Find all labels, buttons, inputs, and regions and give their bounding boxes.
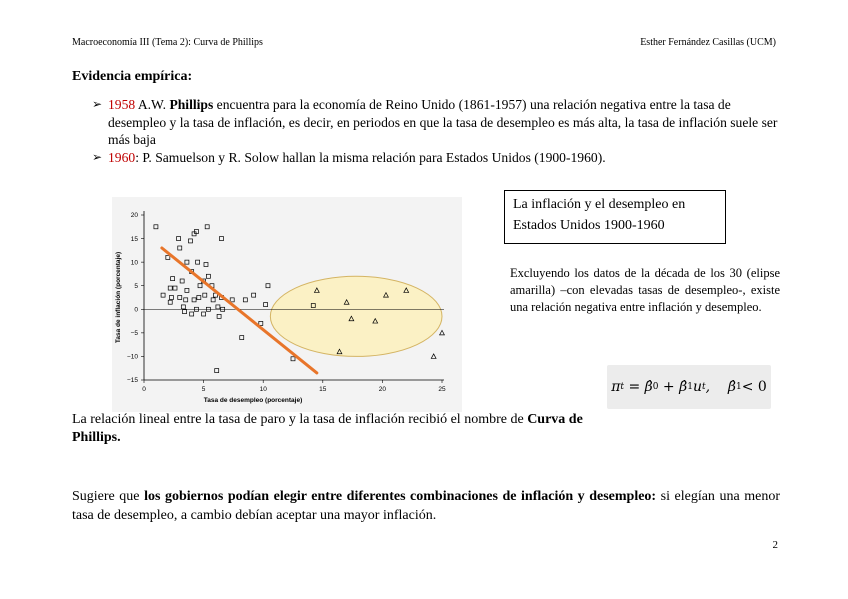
square-point: [190, 312, 194, 316]
square-point: [178, 246, 182, 250]
square-point: [154, 225, 158, 229]
regression-formula: [607, 365, 771, 409]
y-tick-label: 0: [134, 306, 138, 314]
square-point: [252, 293, 256, 297]
triangle-point: [431, 354, 436, 359]
formula-u-sub: t: [701, 382, 706, 392]
square-point: [161, 293, 165, 297]
x-tick-label: 15: [319, 386, 327, 393]
conclusion-text: [72, 487, 780, 525]
square-point: [204, 263, 208, 267]
y-tick-label: 5: [134, 282, 138, 290]
highlight-ellipse: [270, 276, 442, 356]
square-point: [194, 230, 198, 234]
triangle-point: [440, 330, 445, 335]
square-point: [173, 286, 177, 290]
square-point: [185, 260, 189, 264]
x-tick-label: 20: [378, 386, 387, 393]
scatter-chart-svg: [112, 197, 462, 412]
square-point: [291, 357, 295, 361]
bullet-year: 1958: [108, 97, 136, 112]
square-point: [180, 279, 184, 283]
formula-b1: β̂: [679, 379, 688, 395]
square-point: [184, 298, 188, 302]
square-point: [243, 298, 247, 302]
square-point: [240, 336, 244, 340]
y-tick-label: 10: [130, 259, 138, 267]
square-point: [219, 237, 223, 241]
square-point: [181, 305, 185, 309]
square-point: [192, 232, 196, 236]
header-right: Esther Fernández Casillas (UCM): [640, 37, 776, 48]
square-point: [198, 284, 202, 288]
section-title: Evidencia empírica:: [72, 69, 193, 84]
square-point: [264, 303, 268, 307]
square-point: [217, 314, 221, 318]
formula-lhs-sub: t: [620, 382, 625, 392]
formula-b0: β̂: [644, 379, 653, 395]
square-point: [205, 225, 209, 229]
formula-cond-sub: 1: [735, 382, 742, 392]
conclusion-pre: Sugiere que: [72, 489, 145, 504]
square-point: [197, 296, 201, 300]
square-point: [177, 237, 181, 241]
bullet-text: encuentra para la economía de Reino Unido (1861-1957) una relación negativa entre la tasa de desempleo y la tasa de inflación, es decir, en periodos en que la tasa de desempleo es más alta, la tasa de inflación suele ser más baja: [108, 97, 778, 147]
square-point: [188, 239, 192, 243]
x-tick-label: 5: [201, 386, 206, 393]
y-axis-label: Tasa de inflación (porcentaje): [115, 251, 122, 344]
square-point: [196, 260, 200, 264]
y-tick-label: 20: [130, 212, 138, 220]
bullet-year: 1960: [108, 149, 136, 165]
formula-b0-sub: 0: [652, 382, 659, 392]
square-point: [168, 286, 172, 290]
header-left: Macroeconomía III (Tema 2): Curva de Phillips: [72, 37, 263, 48]
square-point: [171, 277, 175, 281]
square-point: [185, 288, 189, 292]
phillips-text-pre: La relación lineal entre la tasa de paro y la tasa de inflación recibió el nombre de: [72, 412, 528, 427]
formula-cond: , β̂: [705, 379, 736, 395]
phillips-curve-text: [72, 411, 602, 447]
chart-title-box: La inflación y el desempleo en Estados Unidos 1900-1960: [504, 190, 726, 244]
formula-plus: +: [658, 379, 680, 395]
square-point: [230, 298, 234, 302]
bullet-pre: A.W.: [135, 97, 170, 112]
bullet-1958: [92, 96, 782, 149]
square-point: [178, 296, 182, 300]
square-point: [183, 310, 187, 314]
formula-eq: =: [624, 379, 645, 395]
square-point: [266, 284, 270, 288]
square-point: [206, 274, 210, 278]
x-tick-label: 0: [142, 386, 146, 393]
arrow-bullet-icon: ➢: [92, 149, 103, 164]
x-axis-label: Tasa de desempleo (porcentaje): [203, 397, 303, 404]
explanation-text: Excluyendo los datos de la década de los 30 (elipse amarilla) –con elevadas tasas de desempleo-, existe una relación negativa entre inflación y desempleo.: [510, 266, 780, 314]
y-tick-label: −10: [126, 353, 138, 361]
bullet-list: [92, 96, 782, 166]
square-point: [202, 312, 206, 316]
formula-b1-sub: 1: [687, 382, 693, 392]
square-point: [203, 293, 207, 297]
formula-u: u: [692, 379, 702, 395]
conclusion-bold: los gobiernos podían elegir entre diferentes combinaciones de inflación y desempleo:: [144, 489, 657, 504]
scatter-chart: [112, 197, 462, 412]
phillips-text-bold: Curva de Phillips.: [72, 412, 583, 445]
square-point: [169, 296, 173, 300]
y-tick-label: 15: [130, 235, 138, 243]
x-tick-label: 25: [438, 386, 446, 393]
square-point: [211, 298, 215, 302]
y-tick-label: −15: [126, 377, 138, 385]
y-tick-label: −5: [130, 330, 138, 338]
bullet-text: : P. Samuelson y R. Solow hallan la misma relación para Estados Unidos (1900-1960).: [135, 149, 606, 165]
square-point: [216, 305, 220, 309]
bullet-bold: Phillips: [169, 97, 214, 112]
square-point: [168, 300, 172, 304]
x-tick-label: 10: [259, 386, 267, 393]
square-point: [215, 369, 219, 373]
formula-lhs: π: [611, 379, 621, 395]
formula-cond-end: < 0: [741, 379, 767, 395]
square-point: [192, 298, 196, 302]
square-point: [166, 255, 170, 259]
page-number: 2: [772, 539, 778, 551]
arrow-bullet-icon: ➢: [92, 97, 103, 111]
conclusion-post: si elegían una menor tasa de desempleo, a cambio debían aceptar una mayor inflación.: [72, 489, 780, 523]
bullet-1960: [92, 149, 782, 167]
